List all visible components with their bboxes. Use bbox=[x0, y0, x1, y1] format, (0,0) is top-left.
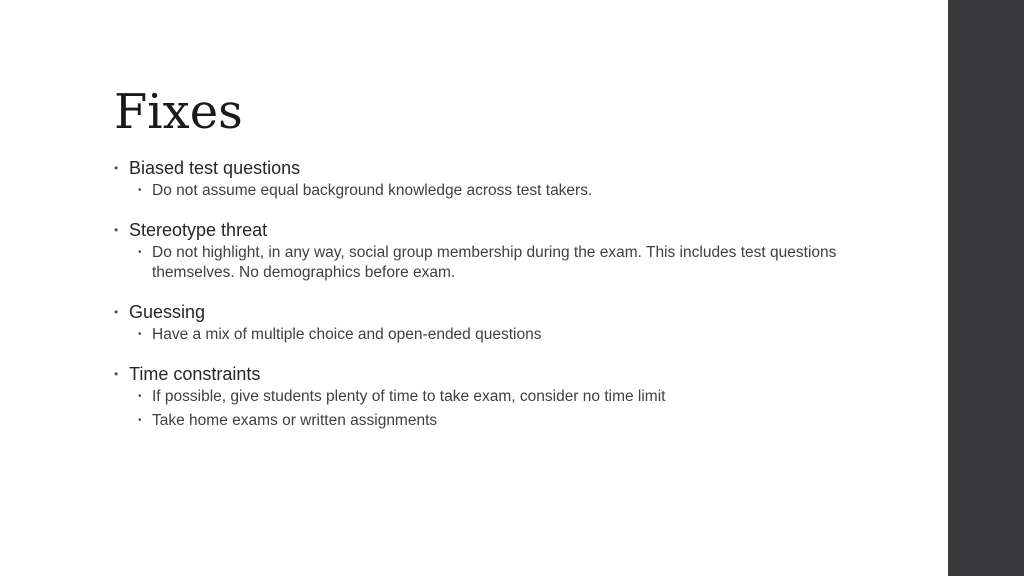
sub-bullet bbox=[114, 243, 842, 283]
bullet-icon: • bbox=[114, 161, 119, 175]
bullet-icon: • bbox=[114, 223, 119, 237]
bullet-group bbox=[114, 300, 914, 345]
bullet-heading bbox=[114, 362, 914, 386]
sub-bullet-icon: • bbox=[138, 415, 142, 426]
bullet-heading-text: Biased test questions bbox=[129, 158, 301, 178]
sub-bullet-icon: • bbox=[138, 247, 142, 258]
sub-bullet-list bbox=[114, 243, 914, 283]
bullet-heading-text: Guessing bbox=[129, 302, 206, 322]
sub-bullet-text: Have a mix of multiple choice and open-ended questions bbox=[152, 326, 542, 343]
sub-bullet-text: Do not highlight, in any way, social group membership during the exam. This includes test questions themselves. No demographics before exam. bbox=[152, 244, 837, 281]
bullet-heading bbox=[114, 156, 914, 180]
slide-body bbox=[114, 156, 914, 448]
bullet-heading bbox=[114, 300, 914, 324]
bullet-heading-text: Time constraints bbox=[129, 364, 261, 384]
sub-bullet-text: If possible, give students plenty of time to take exam, consider no time limit bbox=[152, 388, 666, 405]
sub-bullet-icon: • bbox=[138, 185, 142, 196]
sub-bullet bbox=[114, 411, 842, 431]
sub-bullet-list bbox=[114, 325, 914, 345]
bullet-icon: • bbox=[114, 367, 119, 381]
sub-bullet-icon: • bbox=[138, 329, 142, 340]
sub-bullet-icon: • bbox=[138, 391, 142, 402]
sub-bullet bbox=[114, 181, 842, 201]
sub-bullet-text: Take home exams or written assignments bbox=[152, 412, 438, 429]
bullet-group bbox=[114, 218, 914, 283]
bullet-group bbox=[114, 156, 914, 201]
bullet-heading bbox=[114, 218, 914, 242]
bullet-group bbox=[114, 362, 914, 431]
sub-bullet-text: Do not assume equal background knowledge across test takers. bbox=[152, 182, 593, 199]
slide-title: Fixes bbox=[114, 84, 243, 140]
sub-bullet-list bbox=[114, 181, 914, 201]
bullet-icon: • bbox=[114, 305, 119, 319]
side-accent-bar bbox=[948, 0, 1024, 576]
sub-bullet bbox=[114, 387, 842, 407]
sub-bullet-list bbox=[114, 387, 914, 431]
sub-bullet bbox=[114, 325, 842, 345]
bullet-heading-text: Stereotype threat bbox=[129, 220, 268, 240]
